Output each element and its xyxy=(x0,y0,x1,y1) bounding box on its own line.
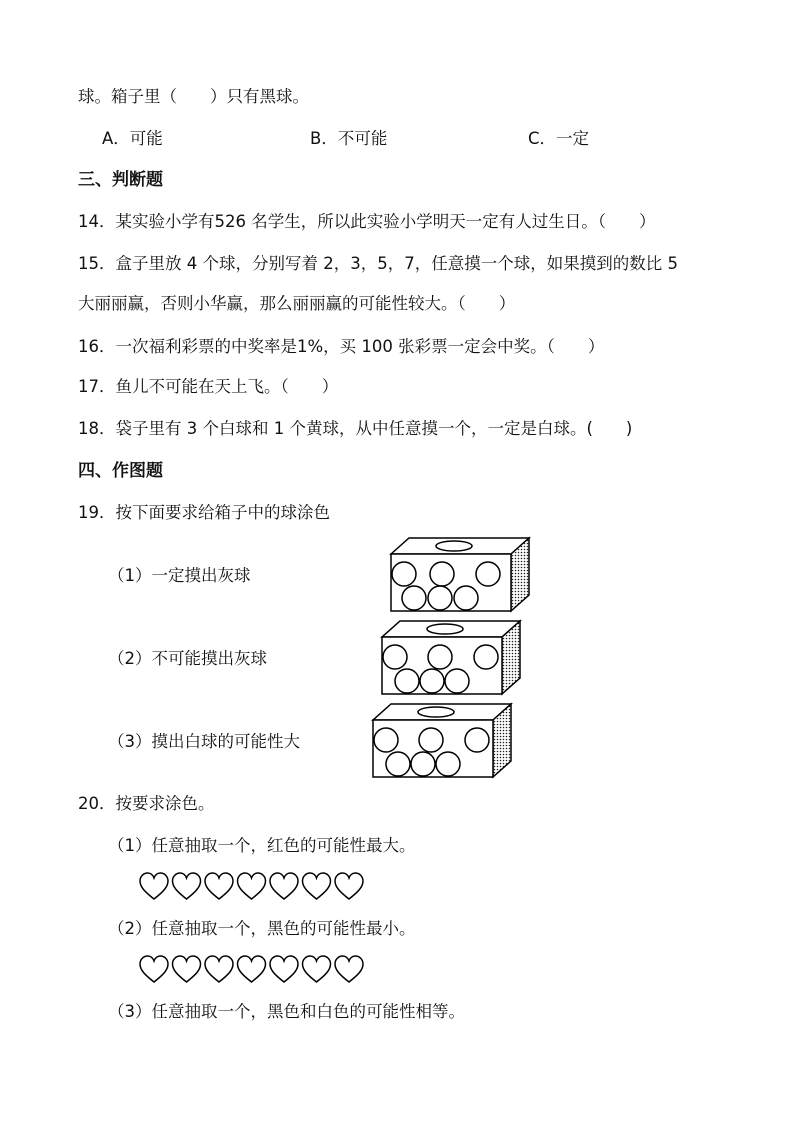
ball xyxy=(428,645,452,669)
ball xyxy=(386,752,410,776)
question-20-stem: 20．按要求涂色。 xyxy=(78,794,215,813)
heart-icon xyxy=(270,956,298,982)
ball xyxy=(476,562,500,586)
ball xyxy=(395,669,419,693)
ball xyxy=(411,752,435,776)
ball xyxy=(428,586,452,610)
ball xyxy=(392,562,416,586)
heart-icon xyxy=(335,956,363,982)
q13-continuation: 球。箱子里（ ）只有黑球。 xyxy=(78,87,309,106)
heart-row-2 xyxy=(137,955,369,985)
heart-icon xyxy=(303,873,331,899)
ball xyxy=(419,728,443,752)
heart-icon xyxy=(173,873,201,899)
q19-part-1: （1）一定摸出灰球 xyxy=(108,566,251,585)
q13-option-c: C．一定 xyxy=(528,129,590,148)
q20-part-3: （3）任意抽取一个，黑色和白色的可能性相等。 xyxy=(108,1002,465,1021)
question-17: 17．鱼儿不可能在天上飞。（ ） xyxy=(78,377,339,396)
q13-option-b: B．不可能 xyxy=(310,129,388,148)
ball xyxy=(465,728,489,752)
ball xyxy=(420,669,444,693)
q19-part-3: （3）摸出白球的可能性大 xyxy=(108,732,300,751)
q13-option-a: A．可能 xyxy=(102,129,163,148)
heart-icon xyxy=(270,873,298,899)
ball xyxy=(454,586,478,610)
ball-box-2 xyxy=(379,619,524,699)
ball xyxy=(445,669,469,693)
ball xyxy=(474,645,498,669)
ball xyxy=(383,645,407,669)
heart-icon xyxy=(173,956,201,982)
ball xyxy=(430,562,454,586)
heart-icon xyxy=(238,873,266,899)
section-title-judgment: 三、判断题 xyxy=(78,170,163,190)
heart-icon xyxy=(238,956,266,982)
question-14: 14．某实验小学有526 名学生，所以此实验小学明天一定有人过生日。（ ） xyxy=(78,212,656,231)
question-15-line1: 15．盒子里放 4 个球，分别写着 2，3，5，7，任意摸一个球，如果摸到的数比 5 xyxy=(78,254,678,273)
ball xyxy=(374,728,398,752)
q19-part-2: （2）不可能摸出灰球 xyxy=(108,649,267,668)
question-16: 16．一次福利彩票的中奖率是1%，买 100 张彩票一定会中奖。（ ） xyxy=(78,337,605,356)
question-19-stem: 19．按下面要求给箱子中的球涂色 xyxy=(78,503,330,522)
heart-icon xyxy=(335,873,363,899)
heart-row-1 xyxy=(137,872,369,902)
heart-icon xyxy=(303,956,331,982)
question-15-line2: 大丽丽赢，否则小华赢，那么丽丽赢的可能性较大。（ ） xyxy=(78,294,516,313)
ball xyxy=(436,752,460,776)
ball-box-3 xyxy=(370,702,515,782)
heart-icon xyxy=(205,873,233,899)
heart-icon xyxy=(140,873,168,899)
question-18: 18．袋子里有 3 个白球和 1 个黄球，从中任意摸一个，一定是白球。( ) xyxy=(78,419,633,438)
q20-part-1: （1）任意抽取一个，红色的可能性最大。 xyxy=(108,836,416,855)
ball xyxy=(402,586,426,610)
ball-box-1 xyxy=(388,536,533,616)
heart-icon xyxy=(140,956,168,982)
heart-icon xyxy=(205,956,233,982)
section-title-drawing: 四、作图题 xyxy=(78,461,163,481)
q20-part-2: （2）任意抽取一个，黑色的可能性最小。 xyxy=(108,919,416,938)
